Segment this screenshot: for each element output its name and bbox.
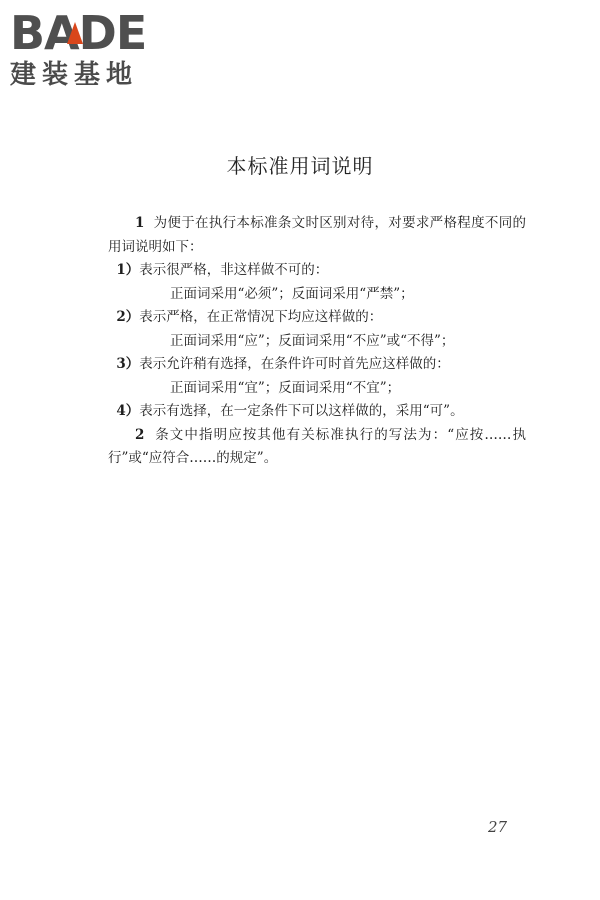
list-item <box>108 353 526 377</box>
logo-subtitle: 建装基地 <box>10 60 139 90</box>
page-title: 本标准用词说明 <box>226 154 374 178</box>
clause-number: 1 <box>135 215 145 231</box>
item-detail: 正面词采用“宜”；反面词采用“不宜”； <box>170 379 401 396</box>
list-item <box>108 400 526 424</box>
clause-text: 为便于在执行本标准条文时区别对待，对要求严格程度不同的用词说明如下： <box>108 215 527 255</box>
list-item <box>108 259 526 283</box>
item-number: 3） <box>116 356 140 372</box>
clause-number: 2 <box>135 426 145 443</box>
clause-2 <box>108 424 526 471</box>
page-number: 27 <box>488 818 508 836</box>
item-text: 表示很严格，非这样做不可的： <box>139 262 329 278</box>
item-text: 表示严格，在正常情况下均应这样做的： <box>139 309 383 325</box>
item-number: 4） <box>116 403 140 419</box>
item-number: 1） <box>116 262 140 278</box>
logo-wordmark: BADE <box>10 6 147 60</box>
item-text: 表示允许稍有选择，在条件许可时首先应这样做的： <box>139 356 450 372</box>
logo-accent-triangle <box>67 22 83 44</box>
item-number: 2） <box>116 309 140 325</box>
item-text: 表示有选择，在一定条件下可以这样做的，采用“可”。 <box>139 403 464 419</box>
clause-1 <box>108 212 526 259</box>
document-body <box>108 212 526 471</box>
logo <box>10 8 185 92</box>
item-detail: 正面词采用“应”；反面词采用“不应”或“不得”； <box>170 332 455 349</box>
item-detail: 正面词采用“必须”；反面词采用“严禁”； <box>170 285 414 302</box>
clause-text: 条文中指明应按其他有关标准执行的写法为：“应按……执行”或“应符合……的规定”。 <box>108 426 526 466</box>
list-item <box>108 306 526 330</box>
